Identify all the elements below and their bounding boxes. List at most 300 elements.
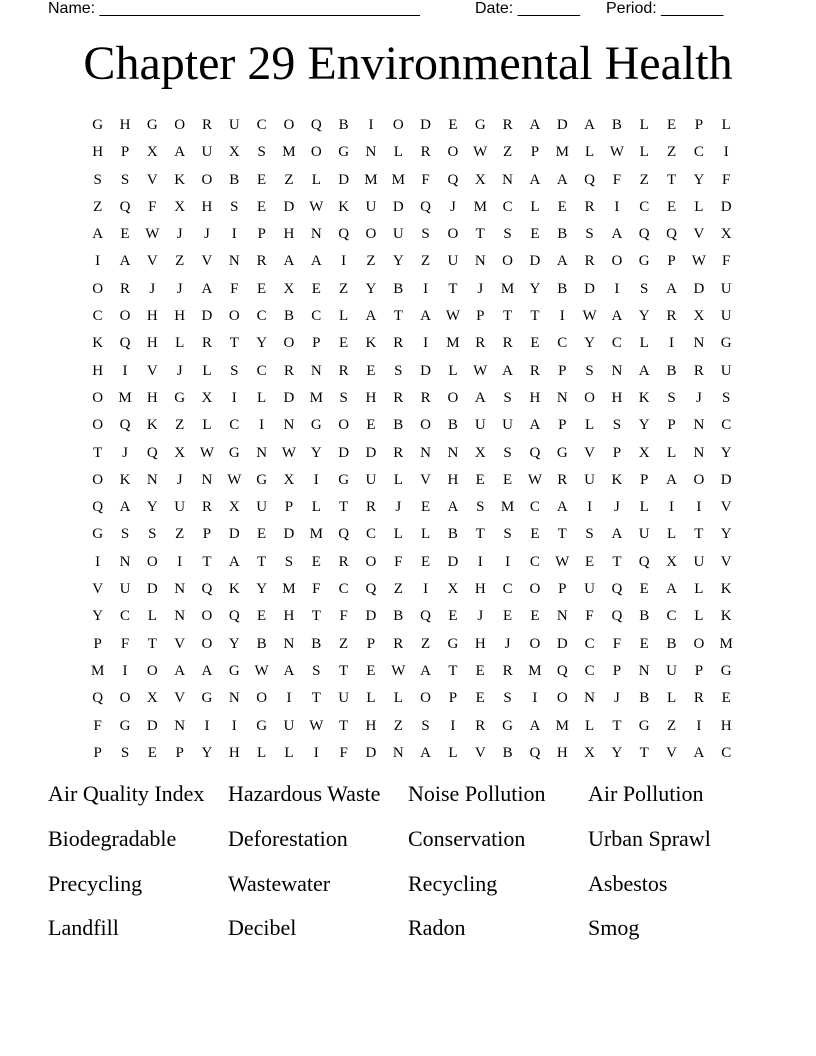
grid-letter: C	[365, 526, 376, 543]
grid-letter: M	[500, 280, 515, 297]
grid-letter: X	[638, 444, 650, 461]
grid-letter: B	[256, 635, 267, 652]
grid-letter: S	[93, 171, 102, 188]
grid-letter: H	[365, 389, 377, 406]
grid-letter: H	[474, 581, 486, 598]
grid-letter: T	[475, 226, 485, 243]
grid-letter: S	[421, 226, 430, 243]
grid-letter: U	[283, 717, 295, 734]
grid-letter: F	[612, 171, 622, 188]
grid-letter: U	[447, 253, 459, 270]
grid-letter: T	[666, 171, 677, 188]
grid-letter: N	[447, 444, 459, 461]
grid-letter: R	[201, 335, 212, 352]
grid-letter: Z	[421, 635, 431, 652]
grid-letter: I	[231, 717, 237, 734]
grid-letter: E	[311, 553, 321, 570]
grid-letter: G	[310, 417, 322, 434]
grid-letter: L	[530, 198, 540, 215]
grid-letter: Y	[720, 526, 732, 543]
grid-letter: C	[502, 198, 513, 215]
grid-letter: L	[639, 117, 649, 133]
grid-letter: O	[365, 226, 377, 243]
word-bank-item: Precycling	[48, 870, 143, 896]
grid-letter: G	[256, 717, 268, 734]
grid-letter: J	[450, 198, 456, 215]
grid-letter: O	[119, 690, 131, 707]
grid-letter: I	[614, 280, 620, 297]
grid-letter: R	[420, 389, 431, 406]
grid-letter: E	[721, 690, 731, 707]
grid-letter: N	[310, 226, 322, 243]
grid-letter: D	[365, 744, 377, 761]
grid-letter: S	[257, 144, 266, 161]
grid-letter: R	[584, 198, 595, 215]
grid-letter: G	[502, 717, 513, 734]
grid-letter: K	[338, 198, 350, 215]
grid-letter: L	[202, 362, 212, 379]
word-bank-item: Biodegradable	[48, 825, 177, 851]
grid-letter: S	[667, 389, 676, 406]
grid-letter: B	[393, 417, 404, 434]
grid-letter: O	[447, 389, 459, 406]
word-bank-row	[48, 823, 768, 868]
grid-letter: L	[393, 526, 403, 543]
grid-letter: B	[229, 171, 240, 188]
grid-letter: A	[529, 117, 541, 133]
grid-letter: O	[146, 662, 158, 679]
grid-letter: P	[120, 144, 130, 161]
grid-letter: V	[146, 362, 158, 379]
grid-letter: H	[174, 308, 186, 325]
grid-letter: U	[256, 499, 268, 516]
grid-letter: I	[614, 198, 620, 215]
grid-letter: B	[502, 744, 513, 761]
grid-letter: I	[313, 744, 319, 761]
grid-letter: Z	[93, 198, 103, 215]
grid-letter: U	[720, 280, 732, 297]
grid-letter: I	[559, 308, 565, 325]
grid-letter: R	[393, 335, 404, 352]
grid-letter: S	[120, 171, 130, 188]
grid-letter: P	[558, 581, 567, 598]
grid-letter: P	[558, 417, 567, 434]
grid-letter: L	[393, 144, 403, 161]
grid-letter: V	[201, 253, 213, 270]
grid-letter: Y	[529, 280, 541, 297]
grid-letter: X	[146, 690, 158, 707]
grid-letter: M	[719, 635, 733, 652]
grid-letter: N	[201, 471, 213, 488]
grid-letter: Q	[92, 499, 104, 516]
grid-letter: W	[473, 144, 488, 161]
grid-letter: V	[584, 444, 595, 461]
grid-letter: F	[230, 280, 239, 297]
grid-letter: N	[584, 690, 595, 707]
grid-letter: U	[365, 471, 377, 488]
grid-letter: I	[231, 389, 237, 406]
grid-letter: I	[231, 226, 237, 243]
grid-letter: R	[557, 471, 568, 488]
grid-letter: A	[556, 171, 568, 188]
grid-letter: I	[95, 253, 101, 270]
grid-letter: G	[174, 389, 186, 406]
grid-letter: M	[364, 171, 378, 188]
grid-letter: E	[639, 581, 649, 598]
grid-letter: U	[392, 226, 404, 243]
grid-letter: S	[284, 553, 294, 570]
grid-letter: O	[310, 144, 322, 161]
grid-row	[84, 468, 740, 495]
word-bank-row	[48, 778, 768, 823]
grid-letter: N	[174, 608, 186, 625]
grid-letter: C	[256, 362, 267, 379]
grid-letter: Z	[175, 253, 185, 270]
grid-letter: S	[503, 226, 512, 243]
grid-letter: R	[502, 662, 513, 679]
grid-letter: H	[283, 608, 295, 625]
grid-letter: D	[720, 198, 732, 215]
grid-letter: L	[584, 417, 595, 434]
grid-row	[84, 277, 740, 304]
grid-letter: Q	[310, 117, 322, 133]
grid-letter: L	[666, 444, 677, 461]
grid-letter: Q	[365, 581, 377, 598]
grid-letter: I	[286, 690, 292, 707]
grid-row	[84, 741, 740, 768]
grid-letter: I	[177, 553, 183, 570]
grid-letter: B	[639, 608, 650, 625]
grid-letter: L	[175, 335, 185, 352]
grid-letter: R	[502, 335, 513, 352]
grid-letter: E	[257, 198, 267, 215]
grid-letter: R	[201, 117, 212, 133]
grid-letter: U	[338, 690, 350, 707]
grid-letter: Z	[393, 717, 403, 734]
grid-letter: G	[92, 526, 104, 543]
grid-letter: P	[93, 635, 102, 652]
grid-letter: N	[146, 471, 158, 488]
grid-letter: D	[146, 717, 158, 734]
grid-letter: J	[477, 608, 484, 625]
grid-letter: I	[259, 417, 265, 434]
grid-letter: S	[421, 717, 430, 734]
grid-letter: E	[639, 635, 649, 652]
grid-letter: J	[204, 226, 210, 243]
grid-letter: B	[447, 417, 458, 434]
grid-letter: E	[311, 280, 321, 297]
grid-letter: E	[530, 335, 540, 352]
grid-letter: I	[696, 499, 702, 516]
grid-letter: O	[693, 471, 705, 488]
grid-letter: A	[556, 253, 568, 270]
grid-letter: L	[257, 389, 267, 406]
grid-letter: A	[474, 389, 486, 406]
grid-letter: F	[339, 608, 348, 625]
grid-letter: M	[391, 171, 405, 188]
grid-letter: Q	[611, 608, 623, 625]
grid-letter: S	[722, 389, 731, 406]
grid-letter: O	[201, 171, 213, 188]
grid-letter: X	[447, 581, 459, 598]
grid-letter: S	[476, 499, 485, 516]
grid-letter: Y	[228, 635, 240, 652]
grid-letter: A	[666, 471, 677, 488]
grid-letter: J	[122, 444, 128, 461]
grid-letter: O	[283, 117, 295, 133]
grid-letter: N	[119, 553, 131, 570]
grid-letter: L	[694, 581, 704, 598]
word-bank-item: Deforestation	[228, 825, 348, 851]
word-bank-item: Asbestos	[588, 870, 668, 896]
grid-letter: Z	[421, 253, 431, 270]
grid-letter: U	[720, 308, 732, 325]
grid-letter: N	[611, 362, 623, 379]
grid-letter: E	[339, 335, 349, 352]
grid-letter: T	[147, 635, 157, 652]
grid-letter: O	[420, 690, 432, 707]
grid-letter: P	[284, 499, 294, 516]
grid-letter: P	[612, 444, 622, 461]
grid-letter: F	[93, 717, 102, 734]
grid-letter: E	[475, 471, 485, 488]
grid-letter: W	[309, 198, 324, 215]
word-bank-item: Air Quality Index	[48, 781, 205, 806]
grid-letter: B	[447, 526, 458, 543]
grid-letter: T	[339, 662, 349, 679]
grid-letter: I	[423, 280, 429, 297]
grid-letter: C	[256, 308, 267, 325]
grid-letter: B	[557, 280, 568, 297]
grid-letter: P	[93, 744, 102, 761]
grid-letter: S	[585, 362, 594, 379]
grid-letter: U	[666, 662, 677, 679]
grid-letter: P	[667, 417, 676, 434]
grid-letter: S	[612, 417, 622, 434]
grid-row	[84, 304, 740, 331]
grid-letter: T	[530, 308, 540, 325]
grid-letter: K	[174, 171, 186, 188]
grid-letter: E	[475, 662, 485, 679]
grid-letter: Z	[284, 171, 294, 188]
grid-letter: B	[338, 117, 349, 133]
grid-letter: R	[420, 144, 431, 161]
grid-letter: C	[693, 144, 704, 161]
grid-letter: O	[92, 417, 104, 434]
grid-letter: C	[639, 198, 650, 215]
grid-letter: R	[584, 253, 595, 270]
grid-letter: H	[720, 717, 732, 734]
grid-letter: M	[555, 144, 569, 161]
grid-letter: A	[529, 417, 541, 434]
grid-letter: A	[529, 717, 541, 734]
grid-row	[84, 632, 740, 659]
grid-letter: R	[119, 280, 130, 297]
grid-letter: N	[365, 144, 377, 161]
grid-letter: X	[283, 471, 295, 488]
grid-letter: L	[284, 744, 294, 761]
grid-letter: U	[638, 526, 650, 543]
grid-letter: C	[557, 335, 568, 352]
grid-letter: S	[120, 744, 130, 761]
grid-letter: W	[527, 471, 542, 488]
grid-letter: Q	[447, 171, 459, 188]
grid-letter: N	[174, 717, 186, 734]
grid-letter: Z	[666, 717, 677, 734]
grid-letter: U	[174, 499, 186, 516]
grid-letter: V	[474, 744, 486, 761]
grid-letter: G	[256, 471, 268, 488]
grid-letter: R	[475, 335, 486, 352]
grid-letter: O	[556, 690, 568, 707]
grid-letter: D	[420, 117, 432, 133]
grid-letter: A	[638, 362, 650, 379]
grid-letter: T	[202, 553, 212, 570]
grid-letter: I	[122, 662, 128, 679]
grid-letter: M	[309, 526, 323, 543]
grid-letter: G	[146, 117, 158, 133]
grid-letter: L	[147, 608, 157, 625]
grid-letter: H	[447, 471, 459, 488]
grid-letter: Z	[503, 144, 513, 161]
grid-letter: U	[502, 417, 513, 434]
grid-letter: P	[476, 308, 485, 325]
grid-letter: P	[257, 226, 266, 243]
grid-letter: O	[92, 389, 104, 406]
grid-letter: Q	[556, 662, 568, 679]
grid-letter: N	[502, 171, 513, 188]
grid-letter: Q	[338, 526, 350, 543]
grid-letter: T	[229, 335, 239, 352]
grid-letter: I	[723, 144, 729, 161]
grid-letter: L	[202, 417, 212, 434]
grid-letter: O	[584, 389, 595, 406]
grid-letter: I	[669, 335, 675, 352]
grid-letter: W	[227, 471, 242, 488]
grid-letter: L	[311, 171, 321, 188]
grid-letter: Y	[146, 499, 158, 516]
grid-letter: V	[146, 171, 158, 188]
grid-letter: M	[90, 662, 105, 679]
grid-letter: O	[201, 635, 213, 652]
grid-letter: D	[529, 253, 541, 270]
grid-letter: P	[366, 635, 376, 652]
grid-letter: C	[584, 662, 595, 679]
grid-row	[84, 168, 740, 195]
grid-letter: S	[120, 526, 130, 543]
grid-letter: L	[366, 690, 376, 707]
grid-letter: Y	[693, 171, 705, 188]
grid-letter: Q	[338, 226, 350, 243]
grid-letter: M	[555, 717, 569, 734]
grid-letter: P	[448, 690, 458, 707]
grid-letter: J	[613, 690, 620, 707]
grid-letter: E	[530, 608, 540, 625]
grid-letter: T	[93, 444, 103, 461]
grid-letter: X	[474, 444, 486, 461]
grid-letter: J	[149, 280, 156, 297]
grid-letter: Z	[393, 581, 403, 598]
grid-letter: O	[228, 308, 240, 325]
grid-letter: O	[392, 117, 404, 133]
grid-letter: C	[119, 608, 130, 625]
grid-letter: F	[312, 581, 321, 598]
grid-letter: G	[338, 471, 350, 488]
grid-letter: B	[639, 690, 650, 707]
grid-row	[84, 249, 740, 276]
grid-letter: D	[556, 117, 568, 133]
grid-letter: E	[421, 499, 431, 516]
grid-row	[84, 140, 740, 167]
grid-letter: O	[92, 280, 104, 297]
grid-letter: D	[556, 635, 568, 652]
grid-letter: H	[365, 717, 377, 734]
grid-letter: T	[393, 308, 403, 325]
grid-letter: Z	[339, 280, 349, 297]
grid-letter: L	[639, 335, 649, 352]
word-bank-item: Recycling	[408, 870, 498, 896]
grid-letter: C	[92, 308, 103, 325]
grid-letter: X	[201, 389, 213, 406]
grid-letter: R	[256, 253, 267, 270]
grid-row	[84, 550, 740, 577]
word-bank-item: Landfill	[48, 915, 119, 941]
grid-letter: S	[640, 280, 649, 297]
grid-letter: H	[146, 308, 158, 325]
grid-letter: K	[92, 335, 104, 352]
grid-letter: N	[693, 444, 705, 461]
grid-letter: E	[120, 226, 130, 243]
grid-letter: V	[666, 744, 677, 761]
grid-letter: Q	[119, 198, 131, 215]
grid-letter: S	[503, 526, 512, 543]
grid-letter: S	[503, 444, 512, 461]
grid-letter: E	[257, 526, 267, 543]
grid-letter: G	[92, 117, 104, 133]
grid-letter: D	[338, 171, 350, 188]
grid-letter: J	[176, 471, 183, 488]
grid-letter: W	[691, 253, 706, 270]
grid-letter: N	[174, 581, 186, 598]
grid-letter: Y	[584, 335, 595, 352]
grid-letter: V	[174, 635, 186, 652]
grid-letter: H	[92, 362, 104, 379]
grid-letter: P	[558, 362, 567, 379]
grid-letter: Y	[392, 253, 404, 270]
grid-letter: Q	[529, 444, 541, 461]
grid-letter: Y	[256, 581, 268, 598]
grid-letter: A	[201, 280, 213, 297]
grid-letter: A	[611, 526, 623, 543]
grid-letter: S	[503, 690, 512, 707]
grid-letter: O	[611, 253, 623, 270]
grid-letter: O	[338, 417, 350, 434]
grid-letter: A	[174, 662, 186, 679]
grid-letter: S	[339, 389, 348, 406]
grid-letter: L	[311, 499, 321, 516]
grid-letter: R	[283, 362, 294, 379]
grid-letter: H	[92, 144, 104, 161]
grid-letter: A	[529, 171, 541, 188]
word-search-grid	[84, 113, 740, 768]
grid-letter: B	[666, 362, 677, 379]
grid-letter: P	[612, 662, 622, 679]
grid-row	[84, 522, 740, 549]
grid-letter: M	[473, 198, 487, 215]
grid-letter: V	[720, 553, 732, 570]
grid-letter: D	[447, 553, 459, 570]
grid-letter: O	[174, 117, 186, 133]
